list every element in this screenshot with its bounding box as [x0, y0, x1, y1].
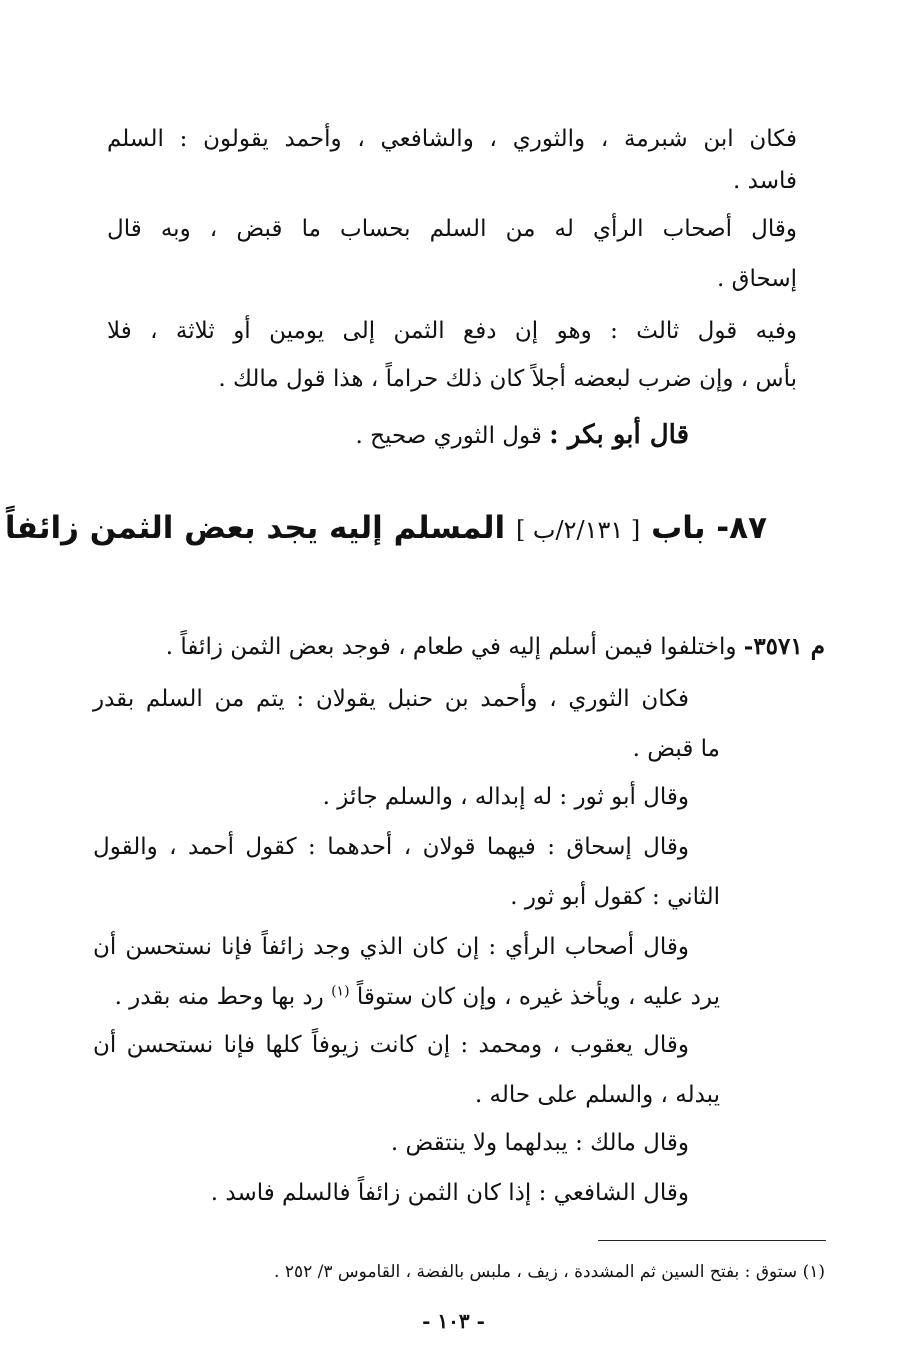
- paragraph-line: وفيه قول ثالث : وهو إن دفع الثمن إلى يومين أو ثلاثة ، فلا: [107, 318, 797, 344]
- paragraph-line: وقال إسحاق : فيهما قولان ، أحدهما : كقول أحمد ، والقول: [93, 834, 689, 860]
- footnote: [274, 1260, 825, 1284]
- line-text: يرد عليه ، ويأخذ غيره ، وإن كان ستوقاً: [356, 984, 720, 1010]
- footnote-reference: (١): [331, 983, 350, 1000]
- footnote-separator: [598, 1240, 826, 1241]
- paragraph-line: وقال أصحاب الرأي له من السلم بحساب ما قبض ، وبه قال: [107, 216, 797, 242]
- paragraph-line: ما قبض .: [632, 736, 720, 762]
- paragraph-line: الثاني : كقول أبو ثور .: [510, 884, 720, 910]
- paragraph-line: وقال الشافعي : إذا كان الثمن زائفاً فالسلم فاسد .: [210, 1180, 689, 1206]
- abu-bakr-label: قال أبو بكر :: [549, 420, 689, 450]
- paragraph-line: فاسد .: [733, 168, 797, 194]
- chapter-heading: [5, 508, 767, 550]
- paragraph-line: فكان ابن شبرمة ، والثوري ، والشافعي ، وأحمد يقولون : السلم: [107, 126, 797, 152]
- chapter-title: المسلم إليه يجد بعض الثمن زائفاً: [4, 510, 506, 546]
- paragraph-line: بأس ، وإن ضرب لبعضه أجلاً كان ذلك حراماً ، هذا قول مالك .: [218, 366, 797, 392]
- paragraph-line: وقال مالك : يبدلهما ولا ينتقض .: [390, 1130, 689, 1156]
- issue-line: [166, 632, 825, 662]
- abu-bakr-statement: [356, 420, 689, 451]
- manuscript-reference: [ ٢/١٣١/ب ]: [515, 516, 641, 544]
- paragraph-line: إسحاق .: [717, 266, 797, 292]
- issue-text: واختلفوا فيمن أسلم إليه في طعام ، فوجد بعض الثمن زائفاً .: [165, 634, 737, 660]
- page-number: - ١٠٣ -: [422, 1309, 485, 1333]
- paragraph-line: فكان الثوري ، وأحمد بن حنبل يقولان : يتم من السلم بقدر: [93, 686, 689, 712]
- chapter-number: ٨٧- باب: [651, 510, 767, 546]
- line-text: رد بها وحط منه بقدر .: [114, 984, 324, 1010]
- paragraph-line: وقال أصحاب الرأي : إن كان الذي وجد زائفاً فإنا نستحسن أن: [93, 934, 689, 960]
- issue-number: م ٣٥٧١-: [743, 633, 825, 660]
- paragraph-line: يبدله ، والسلم على حاله .: [474, 1082, 720, 1108]
- paragraph-line: [115, 982, 720, 1012]
- paragraph-line: وقال أبو ثور : له إبداله ، والسلم جائز .: [322, 784, 689, 810]
- abu-bakr-text: قول الثوري صحيح .: [355, 423, 542, 449]
- paragraph-line: وقال يعقوب ، ومحمد : إن كانت زيوفاً كلها فإنا نستحسن أن: [93, 1032, 689, 1058]
- footnote-marker: (١): [802, 1262, 825, 1282]
- footnote-text: ستوق : بفتح السين ثم المشددة ، زيف ، ملبس بالفضة ، القاموس ٣/ ٢٥٢ .: [274, 1262, 798, 1282]
